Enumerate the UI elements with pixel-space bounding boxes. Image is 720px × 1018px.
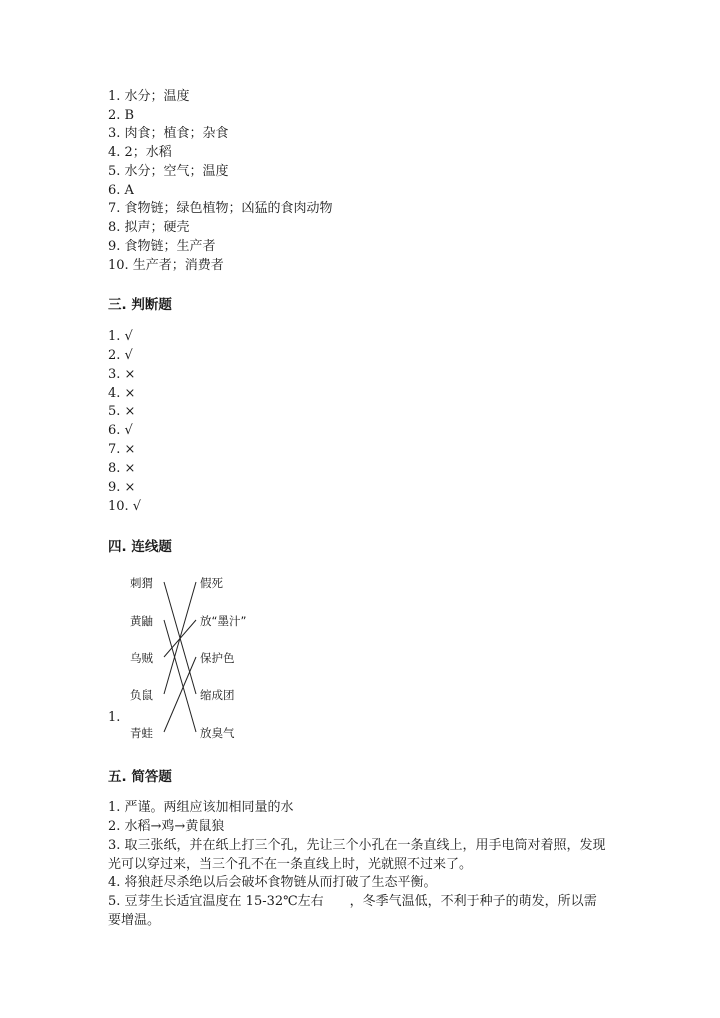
short-answer-2: 2. 水稻→鸡→黄鼠狼 xyxy=(108,819,225,834)
short-answer-4: 4. 将狼赶尽杀绝以后会破坏食物链从而打破了生态平衡。 xyxy=(108,875,437,890)
fill-answer-6: 6. A xyxy=(108,183,134,198)
matching-item-number: 1. xyxy=(108,710,121,725)
match-line-5 xyxy=(164,657,196,732)
fill-answer-7: 7. 食物链；绿色植物；凶猛的食肉动物 xyxy=(108,201,333,216)
left-item-opossum: 负鼠 xyxy=(130,688,153,702)
right-item-curl-up: 缩成团 xyxy=(200,688,235,702)
fill-answer-2: 2. B xyxy=(108,108,135,123)
right-item-ink: 放“墨汁” xyxy=(200,614,247,628)
fill-answer-9: 9. 食物链；生产者 xyxy=(108,239,216,254)
right-item-camouflage: 保护色 xyxy=(200,651,235,665)
fill-answer-3: 3. 肉食；植食；杂食 xyxy=(108,126,229,141)
short-answer-3: 3. 取三张纸，并在纸上打三个孔，先让三个小孔在一条直线上，用手电筒对着照，发现光可以穿过来，当三个孔不在一条直线上时，光就照不过来了。 xyxy=(108,838,606,872)
left-item-weasel: 黄鼬 xyxy=(130,614,153,628)
judge-answer-4: 4. × xyxy=(108,386,136,401)
left-item-squid: 乌贼 xyxy=(130,651,153,665)
judge-answer-9: 9. × xyxy=(108,480,136,495)
right-item-play-dead: 假死 xyxy=(200,576,223,590)
judge-answer-10: 10. √ xyxy=(108,499,142,514)
short-answer-5: 5. 豆芽生长适宜温度在 15-32℃左右 ，冬季气温低，不利于种子的萌发，所以需要增温。 xyxy=(108,894,597,928)
section-4-title: 四. 连线题 xyxy=(108,539,172,555)
judge-answer-7: 7. × xyxy=(108,442,136,457)
fill-answer-5: 5. 水分；空气；温度 xyxy=(108,164,229,179)
left-item-hedgehog: 刺猬 xyxy=(130,576,153,590)
left-item-frog: 青蛙 xyxy=(130,726,153,740)
judge-answer-3: 3. × xyxy=(108,367,136,382)
judge-answer-1: 1. √ xyxy=(108,329,133,344)
judge-answer-6: 6. √ xyxy=(108,423,133,438)
fill-answer-8: 8. 拟声；硬壳 xyxy=(108,220,190,235)
judge-answer-8: 8. × xyxy=(108,461,136,476)
fill-answer-10: 10. 生产者；消费者 xyxy=(108,258,224,273)
short-answer-1: 1. 严谨。两组应该加相同量的水 xyxy=(108,800,294,815)
section-3-title: 三. 判断题 xyxy=(108,297,172,313)
judge-answer-5: 5. × xyxy=(108,404,136,419)
judge-answer-2: 2. √ xyxy=(108,348,133,363)
fill-answer-4: 4. 2；水稻 xyxy=(108,145,172,160)
right-item-foul-odor: 放臭气 xyxy=(200,726,235,740)
fill-answer-1: 1. 水分；温度 xyxy=(108,89,190,104)
section-5-title: 五. 简答题 xyxy=(108,769,172,785)
